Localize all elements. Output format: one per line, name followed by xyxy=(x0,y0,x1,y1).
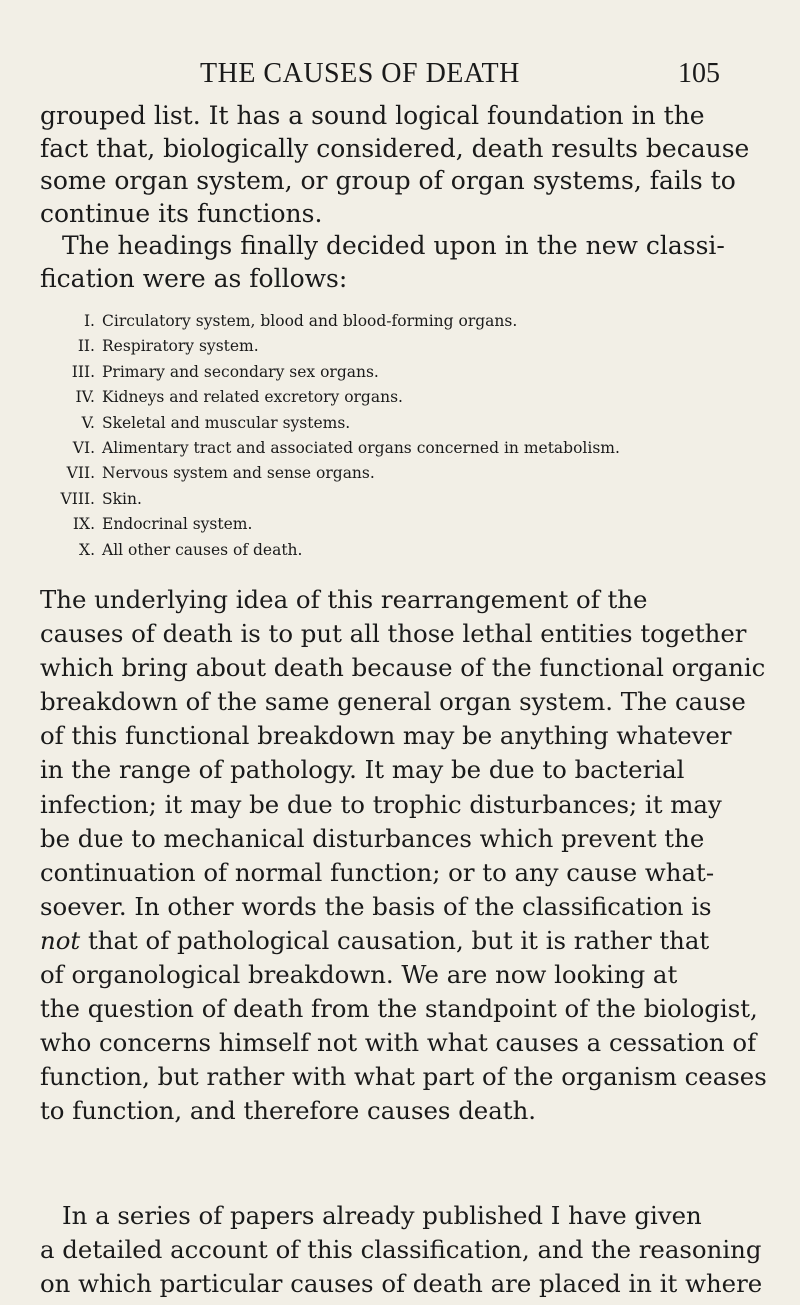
list-text: Respiratory system. xyxy=(102,337,259,356)
paragraph-series-of-papers xyxy=(40,1199,763,1301)
text-line: breakdown of the same general organ system. The cause xyxy=(40,687,746,717)
list-numeral: X. xyxy=(79,540,95,559)
text-line: fact that, biologically considered, death results because xyxy=(40,133,750,163)
list-numeral: II. xyxy=(77,337,95,356)
list-item xyxy=(40,541,740,566)
text-line: continue its functions. xyxy=(40,198,323,228)
text-line: The underlying idea of this rearrangement of the xyxy=(40,585,648,614)
list-item xyxy=(40,388,740,413)
list-item xyxy=(40,490,740,515)
list-text: Primary and secondary sex organs. xyxy=(102,362,379,381)
text-line: fication were as follows: xyxy=(40,263,348,293)
list-text: Skin. xyxy=(102,489,142,508)
text-line: to function, and therefore causes death. xyxy=(40,1096,537,1126)
list-item xyxy=(40,464,740,489)
list-item xyxy=(40,515,740,540)
list-text: Kidneys and related excretory organs. xyxy=(102,388,403,407)
list-numeral: IV. xyxy=(75,388,95,407)
classification-list xyxy=(40,312,740,566)
list-numeral: IX. xyxy=(72,515,95,534)
page-number: 105 xyxy=(678,58,720,89)
list-numeral: III. xyxy=(71,362,95,381)
text-line: soever. In other words the basis of the classification is xyxy=(40,891,712,921)
text-line xyxy=(40,924,720,958)
text-line: of this functional breakdown may be anything whatever xyxy=(40,721,732,751)
text-line: which bring about death because of the functional organic xyxy=(40,653,766,683)
text-line: a detailed account of this classification, and the reasoning xyxy=(40,1235,762,1265)
list-numeral: I. xyxy=(83,312,95,330)
paragraph-underlying-idea xyxy=(40,583,767,1129)
text-line: causes of death is to put all those lethal entities together xyxy=(40,619,747,649)
running-title: THE CAUSES OF DEATH xyxy=(200,58,520,89)
list-numeral: V. xyxy=(81,413,95,432)
list-numeral: VII. xyxy=(66,464,95,483)
text-line: on which particular causes of death are placed in it where xyxy=(40,1269,763,1299)
text-line: The headings finally decided upon in the new classi- xyxy=(62,231,725,260)
list-numeral: VI. xyxy=(72,438,95,457)
list-text: All other causes of death. xyxy=(102,540,303,559)
text-line: In a series of papers already published I have given xyxy=(62,1201,702,1230)
list-text: Nervous system and sense organs. xyxy=(102,464,375,483)
text-line: the question of death from the standpoint of the biologist, xyxy=(40,994,758,1024)
list-item xyxy=(40,414,740,439)
list-item xyxy=(40,439,740,464)
paragraph-intro xyxy=(40,100,750,295)
text-line: continuation of normal function; or to any cause what- xyxy=(40,857,715,887)
text-line: who concerns himself not with what causes a cessation of xyxy=(40,1028,757,1058)
list-item xyxy=(40,337,740,362)
text-line: in the range of pathology. It may be due to bacterial xyxy=(40,755,685,785)
list-numeral: VIII. xyxy=(60,489,95,508)
list-text: Skeletal and muscular systems. xyxy=(102,413,351,432)
text-line: infection; it may be due to trophic disturbances; it may xyxy=(40,789,722,819)
list-text: Endocrinal system. xyxy=(102,515,253,534)
text-line: of organological breakdown. We are now looking at xyxy=(40,960,678,990)
list-item xyxy=(40,363,740,388)
text-line: grouped list. It has a sound logical foundation in the xyxy=(40,101,705,130)
text-run: that of pathological causation, but it is rather that xyxy=(80,925,710,955)
running-header xyxy=(200,58,720,98)
list-text: Circulatory system, blood and blood-forming organs. xyxy=(102,312,518,330)
text-line: function, but rather with what part of the organism ceases xyxy=(40,1062,767,1092)
text-line: some organ system, or group of organ systems, fails to xyxy=(40,166,736,195)
list-text: Alimentary tract and associated organs concerned in metabolism. xyxy=(102,438,620,457)
emphasized-word: not xyxy=(40,925,81,955)
list-item xyxy=(40,312,740,337)
text-line: be due to mechanical disturbances which prevent the xyxy=(40,823,705,853)
